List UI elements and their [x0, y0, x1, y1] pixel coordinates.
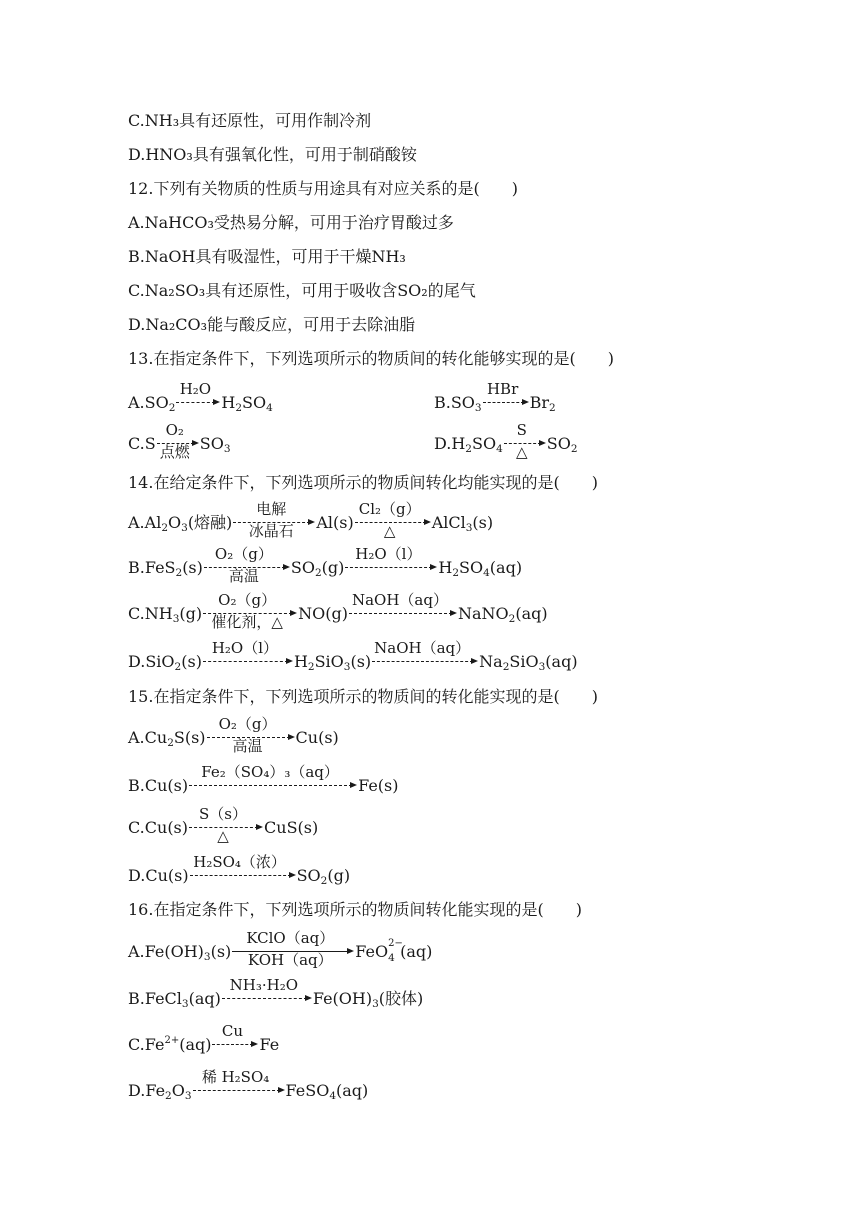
reaction-arrow: H₂O	[176, 393, 220, 413]
option-12a: A.NaHCO₃受热易分解，可用于治疗胃酸过多	[128, 213, 454, 232]
option-12d: D.Na₂CO₃能与酸反应，可用于去除油脂	[128, 315, 416, 334]
option-14d: D.SiO$_2$(s) H₂O（l） $H_2SiO_3(s)$ NaOH（aq） $Na_2SiO_3(aq)$	[128, 639, 578, 673]
reaction-arrow: 稀 H₂SO₄	[193, 1081, 285, 1101]
reaction-arrow: Cu	[212, 1035, 258, 1055]
reaction-arrow: H₂O（l）	[345, 558, 437, 578]
question-16: 16.在指定条件下，下列选项所示的物质间转化能实现的是( )	[128, 900, 582, 919]
option-13a: $A.SO_2$ H₂O $H_2SO_4$	[128, 380, 273, 414]
option-14a: $A.Al_2O_3$(熔融) 电解 冰晶石 Al(s) Cl₂（g） △ AlCl$_3$(s)	[128, 500, 494, 540]
reaction-arrow: S △	[504, 434, 546, 454]
question-15: 15.在指定条件下，下列选项所示的物质间的转化能实现的是( )	[128, 687, 598, 706]
option-16c: $C.Fe^{2+}(aq)$ Cu Fe	[128, 1022, 280, 1054]
option-12c: C.Na₂SO₃具有还原性，可用于吸收含SO₂的尾气	[128, 281, 476, 300]
option-13c: C.S O₂ 点燃 $SO_3$	[128, 421, 231, 461]
option-15a: $A.Cu_2S(s)$ O₂（g） 高温 Cu(s)	[128, 715, 339, 755]
option-11c: C.NH₃具有还原性，可用作制冷剂	[128, 111, 372, 130]
option-15b: B.Cu(s) Fe₂（SO₄）₃（aq） Fe(s)	[128, 763, 399, 795]
question-14: 14.在给定条件下，下列选项所示的物质间转化均能实现的是( )	[128, 473, 598, 492]
option-16d: $D.Fe_2O_3$ 稀 H₂SO₄ FeSO$_4$(aq)	[128, 1068, 369, 1102]
reaction-arrow: O₂（g） 高温	[207, 728, 295, 748]
reaction-arrow: O₂（g） 高温	[204, 558, 290, 578]
option-15c: C.Cu(s) S（s） △ CuS(s)	[128, 805, 319, 845]
option-14b: B.FeS$_2$(s) O₂（g） 高温 $SO_2(g)$ H₂O（l） $H_2SO_4(aq)$	[128, 545, 523, 585]
option-16a: $A.Fe(OH)_3(s)$ KClO（aq） KOH（aq） FeO 2− 4 (aq)	[128, 929, 433, 969]
reaction-arrow: H₂SO₄（浓）	[190, 866, 296, 886]
reaction-arrow: Fe₂（SO₄）₃（aq）	[189, 776, 357, 796]
reaction-arrow: H₂O（l）	[203, 652, 293, 672]
reaction-arrow: HBr	[483, 393, 529, 413]
option-15d: D.Cu(s) H₂SO₄（浓） $SO_2(g)$	[128, 853, 351, 887]
reaction-arrow: S（s） △	[189, 818, 263, 838]
option-14c: $C.NH_3(g)$ O₂（g） 催化剂，△ NO(g) NaOH（aq） NaNO$_2$(aq)	[128, 591, 548, 631]
reaction-arrow: O₂（g） 催化剂，△	[203, 604, 297, 624]
question-12: 12.下列有关物质的性质与用途具有对应关系的是( )	[128, 179, 518, 198]
reaction-arrow: 电解 冰晶石	[233, 513, 315, 533]
option-16b: B.FeCl$_3$(aq) NH₃·H₂O $Fe(OH)_3$(胶体)	[128, 976, 424, 1010]
option-12b: B.NaOH具有吸湿性，可用于干燥NH₃	[128, 247, 406, 266]
option-13b: $B.SO_3$ HBr $Br_2$	[434, 380, 556, 414]
reaction-arrow: O₂ 点燃	[157, 434, 199, 454]
reaction-arrow: KClO（aq） KOH（aq）	[232, 942, 354, 962]
reaction-arrow: Cl₂（g） △	[355, 513, 431, 533]
reaction-arrow: NaOH（aq）	[349, 604, 457, 624]
option-13d: $D.H_2SO_4$ S △ $SO_2$	[434, 421, 578, 461]
option-11d: D.HNO₃具有强氧化性，可用于制硝酸铵	[128, 145, 417, 164]
reaction-arrow: NaOH（aq）	[372, 652, 478, 672]
reaction-arrow: NH₃·H₂O	[222, 989, 312, 1009]
question-13: 13.在指定条件下，下列选项所示的物质间的转化能够实现的是( )	[128, 349, 614, 368]
